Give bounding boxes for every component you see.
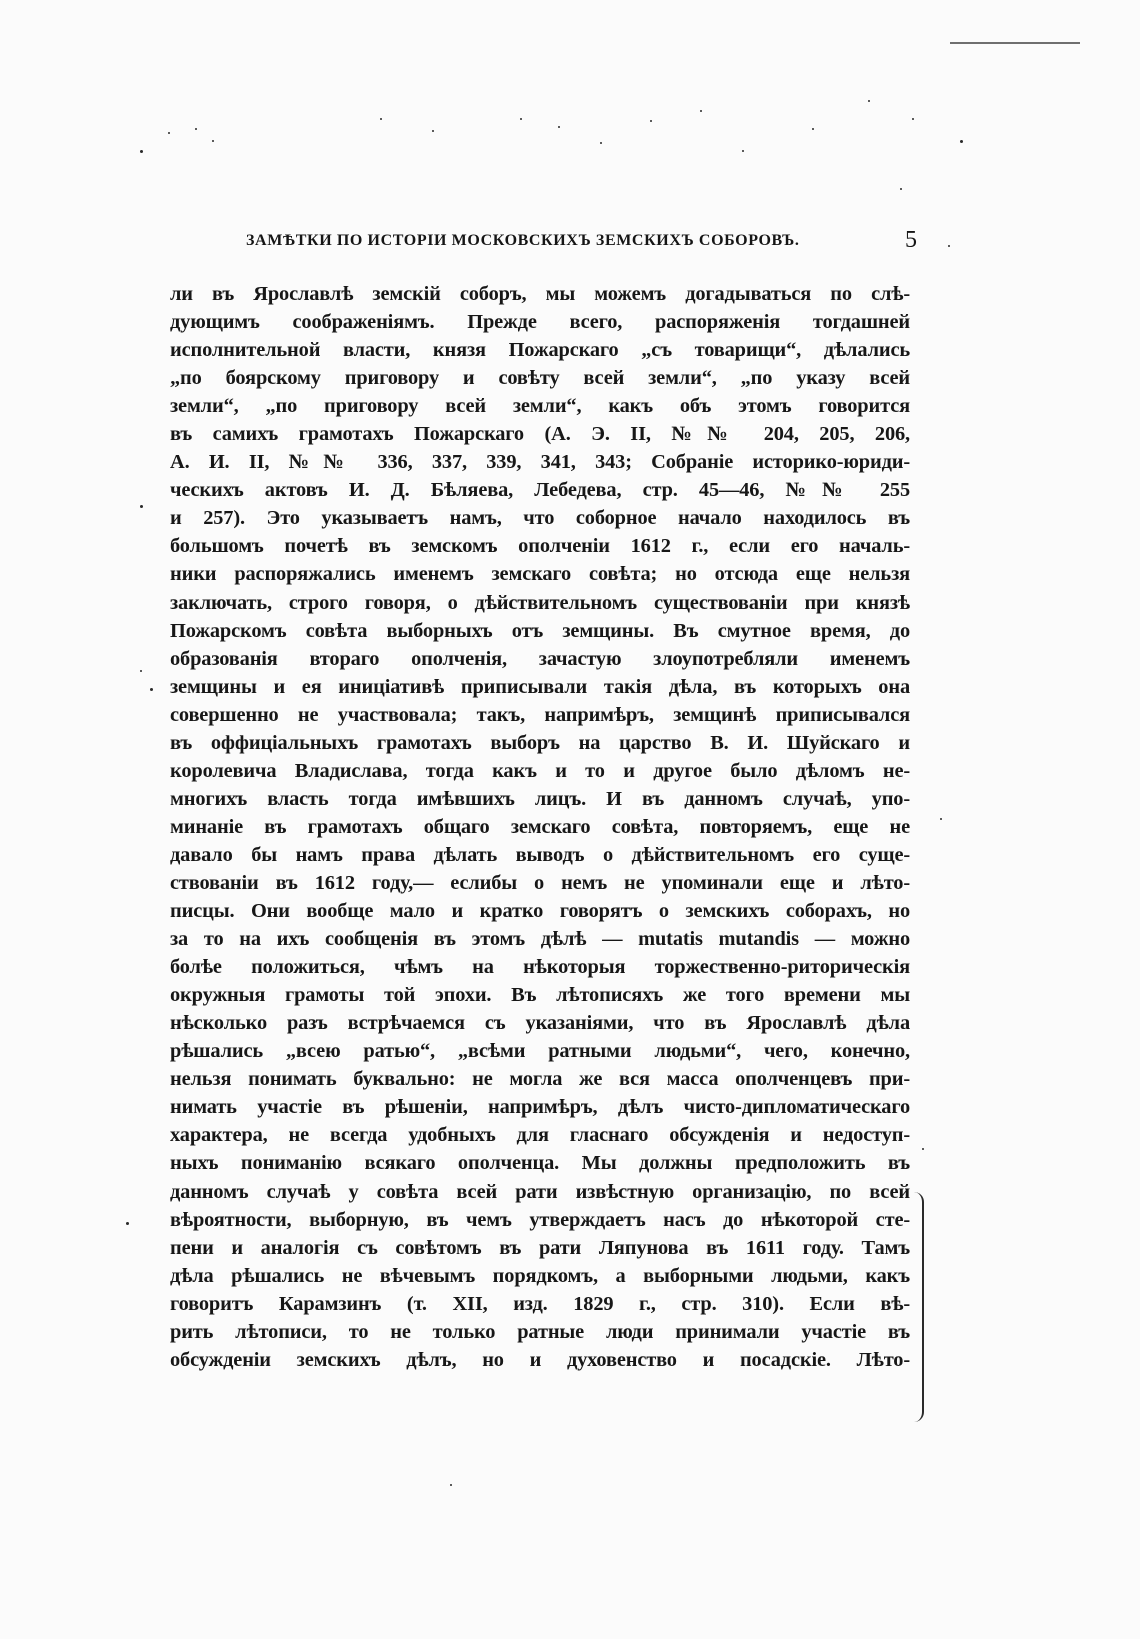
text-line: рѣшались „всею ратью“, „всѣми ратными людьми“, чего, конечно, (170, 1040, 910, 1063)
scan-speck (940, 818, 942, 820)
scan-speck (140, 150, 143, 153)
text-line: исполнительной власти, князя Пожарскаго „съ товарищи“, дѣлались (170, 339, 910, 362)
text-line: королевича Владислава, тогда какъ и то и другое было дѣломъ не- (170, 759, 910, 782)
text-line: дѣла рѣшались не вѣчевымъ порядкомъ, а выборными людьми, какъ (170, 1264, 910, 1287)
text-line: ныхъ пониманію всякаго ополченца. Мы должны предположить въ (170, 1152, 910, 1175)
scan-speck (650, 120, 652, 122)
scan-speck (922, 1148, 924, 1150)
scan-speck (450, 1484, 452, 1486)
scan-speck (380, 118, 382, 120)
text-line: „по боярскому приговору и совѣту всей земли“, „по указу всей (170, 367, 910, 390)
scan-speck (140, 670, 142, 672)
scan-speck (900, 188, 902, 190)
text-line: образованія втораго ополченія, зачастую злоупотребляли именемъ (170, 647, 910, 670)
text-line: заключать, строго говоря, о дѣйствительномъ существованіи при князѣ (170, 591, 910, 614)
text-line: въ самихъ грамотахъ Пожарскаго (А. Э. II, №№ 204, 205, 206, (170, 423, 910, 446)
scan-speck (195, 128, 197, 130)
body-text (170, 280, 910, 1374)
text-line: нельзя понимать буквально: не могла же вся масса ополченцевъ при- (170, 1068, 910, 1091)
text-line: многихъ власть тогда имѣвшихъ лицъ. И въ данномъ случаѣ, упо- (170, 787, 910, 810)
scan-speck (868, 100, 870, 102)
scan-speck (948, 245, 950, 247)
scan-speck (168, 132, 170, 134)
scan-speck (558, 126, 560, 128)
text-line: Пожарскомъ совѣта выборныхъ отъ земщины. Въ смутное время, до (170, 619, 910, 642)
text-line: писцы. Они вообще мало и кратко говорятъ о земскихъ соборахъ, но (170, 900, 910, 923)
text-line: земли“, „по приговору всей земли“, какъ объ этомъ говорится (170, 395, 910, 418)
text-line: пени и аналогія съ совѣтомъ въ рати Ляпунова въ 1611 году. Тамъ (170, 1236, 910, 1259)
text-line: нимать участіе въ рѣшеніи, напримѣръ, дѣлъ чисто-дипломатическаго (170, 1096, 910, 1119)
page-number: 5 (905, 227, 917, 253)
scan-speck (812, 128, 814, 130)
text-line: дующимъ соображеніямъ. Прежде всего, распоряженія тогдашней (170, 311, 910, 334)
running-header (246, 227, 936, 258)
scan-edge-line (950, 42, 1080, 44)
text-line: за то на ихъ сообщенія въ этомъ дѣлѣ — mutatis mutandis — можно (170, 928, 910, 951)
text-line: ствованіи въ 1612 году,— еслибы о немъ не упоминали еще и лѣто- (170, 871, 910, 894)
scan-speck (700, 110, 702, 112)
text-line: давало бы намъ права дѣлать выводъ о дѣйствительномъ его суще- (170, 843, 910, 866)
text-line: минаніе въ грамотахъ общаго земскаго совѣта, повторяемъ, еще не (170, 815, 910, 838)
scan-speck (212, 140, 214, 142)
text-line: нѣсколько разъ встрѣчаемся съ указаніями, что въ Ярославлѣ дѣла (170, 1012, 910, 1035)
text-line: обсужденіи земскихъ дѣлъ, но и духовенство и посадскіе. Лѣто- (170, 1348, 910, 1371)
text-line: рить лѣтописи, то не только ратные люди принимали участіе въ (170, 1320, 910, 1343)
text-line: ческихъ актовъ И. Д. Бѣляева, Лебедева, стр. 45—46, №№ 255 (170, 479, 910, 502)
scan-speck (600, 142, 602, 144)
scan-speck (520, 118, 522, 120)
text-line: характера, не всегда удобныхъ для гласнаго обсужденія и недоступ- (170, 1124, 910, 1147)
margin-pencil-mark (914, 1192, 924, 1422)
text-line: большомъ почетѣ въ земскомъ ополченіи 1612 г., если его началь- (170, 535, 910, 558)
scan-speck (960, 140, 963, 143)
text-line: вѣроятности, выборную, въ чемъ утверждаетъ насъ до нѣкоторой сте- (170, 1208, 910, 1231)
scan-speck (150, 688, 153, 691)
text-line: совершенно не участвовала; такъ, напримѣръ, земщинѣ приписывался (170, 703, 910, 726)
text-line: земщины и ея иниціативѣ приписывали такія дѣла, въ которыхъ она (170, 675, 910, 698)
text-line: А. И. II, №№ 336, 337, 339, 341, 343; Собраніе историко-юриди- (170, 451, 910, 474)
scan-speck (432, 130, 434, 132)
text-line: окружныя грамоты той эпохи. Въ лѣтописяхъ же того времени мы (170, 984, 910, 1007)
running-head-title: ЗАМѢТКИ ПО ИСТОРІИ МОСКОВСКИХЪ ЗЕМСКИХЪ СОБОРОВЪ. (246, 232, 800, 249)
scan-speck (126, 1222, 129, 1225)
text-line: въ оффиціальныхъ грамотахъ выборъ на царство В. И. Шуйскаго и (170, 731, 910, 754)
text-line: ли въ Ярославлѣ земскій соборъ, мы можемъ догадываться по слѣ- (170, 283, 910, 305)
text-line: болѣе положиться, чѣмъ на нѣкоторыя торжественно-риторическія (170, 956, 910, 979)
text-line: данномъ случаѣ у совѣта всей рати извѣстную организацію, по всей (170, 1180, 910, 1203)
scan-speck (742, 150, 744, 152)
text-line: ники распоряжались именемъ земскаго совѣта; но отсюда еще нельзя (170, 563, 910, 586)
text-line: и 257). Это указываетъ намъ, что соборное начало находилось въ (170, 507, 910, 530)
scan-speck (140, 505, 143, 508)
text-line: говоритъ Карамзинъ (т. XII, изд. 1829 г., стр. 310). Если вѣ- (170, 1292, 910, 1315)
scan-speck (912, 118, 914, 120)
